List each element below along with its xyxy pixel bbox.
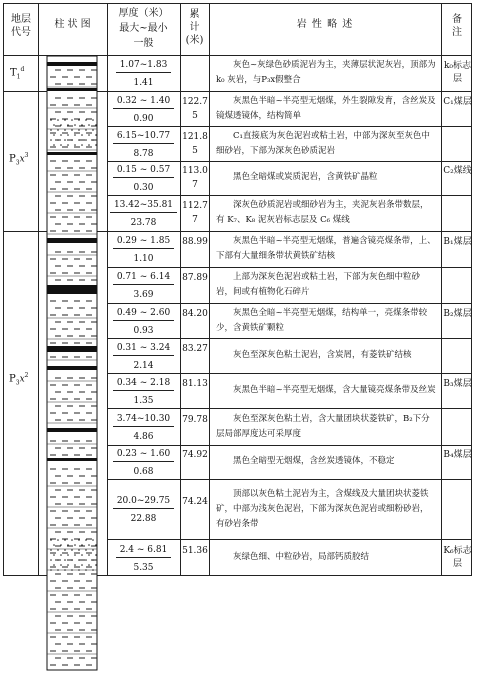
column-outline [47,56,97,670]
remark-cell: C₁煤层 [443,96,472,107]
header-cumulative-line1: 累 [189,9,200,20]
sand-dot [67,134,69,136]
sand-dot [81,544,83,546]
thickness-cell [107,59,180,90]
sand-dot [78,139,80,141]
sand-dot [81,564,83,566]
coal-seam-band [47,458,97,461]
sand-dot [50,549,52,551]
sand-dot [78,539,80,541]
thickness-typical: 0.90 [133,113,154,124]
sand-dot [92,559,94,561]
lithology-description: 灰黑色半暗~半亮型无烟煤，外生裂隙发育，含丝炭及镜煤透镜体，结构简单 [216,95,436,121]
thickness-cell [107,342,180,373]
sand-dot [67,144,69,146]
sand-dot [95,134,97,136]
lithology-description: 灰黑色半暗~半亮型无烟煤，普遍含镜亮煤条带，上、下部有大量细条带状黄铁矿结核 [216,236,436,261]
remark-cell: C₂煤线 [443,166,472,176]
coal-seam-band [47,238,97,243]
sand-dot [74,554,76,556]
column-graphic [46,0,98,676]
unit-code-letter: P [9,373,16,385]
unit-code-sup: 3 [24,152,29,159]
sand-dot [71,139,73,141]
sand-dot [88,544,90,546]
thickness-range: 2.4 ~ 6.81 [116,544,172,558]
thickness-typical: 1.35 [133,395,154,406]
row-divider [107,338,471,339]
sand-dot [57,559,59,561]
thickness-cell [107,544,180,575]
remark-cell: B₄煤层 [443,450,472,460]
sand-dot [81,124,83,126]
sand-dot [74,544,76,546]
sand-dot [78,549,80,551]
sand-dot [74,564,76,566]
header-age-code-line2: 代号 [11,27,31,38]
row-divider [107,267,471,268]
cumulative-cell: 113.07 [182,166,208,190]
thickness-typical: 2.14 [133,360,154,371]
header-cumulative [180,8,209,47]
thickness-range: 0.23 ~ 1.60 [113,448,174,462]
sand-dot [88,144,90,146]
thickness-typical: 1.10 [133,254,154,264]
thickness-cell [107,413,180,444]
sand-dot [92,539,94,541]
row-divider [107,195,471,196]
thickness-cell [107,271,180,302]
sand-dot [71,559,73,561]
header-thickness-line3: 一般 [133,38,154,49]
sand-dot [50,119,52,121]
unit-code-italic: x [19,154,25,165]
sand-dot [53,124,55,126]
sand-dot [57,139,59,141]
sand-dot [57,129,59,131]
lithology-description: 灰色~灰绿色砂质泥岩为主，夹薄层状泥灰岩，顶部为 k₀ 灰岩，与P₃x假整合 [216,60,436,85]
sand-dot [74,124,76,126]
thickness-cell [107,235,180,266]
cumulative-cell: 51.36 [182,546,208,556]
sand-dot [53,544,55,546]
thickness-cell [107,130,180,161]
unit-code-sup: d [20,66,25,73]
sand-dot [95,124,97,126]
cumulative-cell: 88.99 [182,237,208,247]
lithology-description: 顶部以灰色粘土泥岩为主，含煤线及大量团块状菱铁矿，中部为浅灰色泥岩，下部为深灰色泥岩或细粉砂岩，有砂岩条带 [216,489,429,529]
row-divider [107,303,471,304]
sand-dot [85,559,87,561]
sand-dot [60,134,62,136]
cumulative-cell: 74.24 [182,497,208,507]
sand-dot [60,124,62,126]
sand-dot [53,564,55,566]
row-divider [107,479,471,480]
sand-dot [85,139,87,141]
sand-dot [81,554,83,556]
sand-dot [71,119,73,121]
remark-cell: B₂煤层 [443,308,472,319]
sand-dot [88,564,90,566]
sand-dot [60,144,62,146]
header-cumulative-line3: (米) [185,35,204,46]
thickness-range: 0.32 ~ 1.40 [113,95,174,109]
row-divider [107,161,471,162]
cumulative-cell: 83.27 [182,343,208,354]
sand-dot [71,129,73,131]
lithology-description: 灰色至深灰色粘土岩，含大量团块状菱铁矿，B₂下分层局部厚度达可采厚度 [216,413,430,439]
coal-seam-band [47,88,97,91]
thickness-range: 0.49 ~ 2.60 [113,307,174,321]
sand-dot [67,554,69,556]
sand-dot [71,569,73,571]
sand-dot [50,569,52,571]
sand-dot [81,144,83,146]
thickness-typical: 22.88 [130,514,157,524]
remark-cell: B₁煤层 [443,237,472,247]
sand-dot [74,134,76,136]
thickness-cell [107,164,180,195]
col-divider [38,4,39,575]
header-remarks-line2: 注 [452,27,462,38]
thickness-typical: 3.69 [133,290,154,300]
sand-dot [60,554,62,556]
lithology-description: 灰色至深灰色粘土泥岩，含炭屑，有菱铁矿结核 [233,349,412,360]
sand-dot [57,119,59,121]
coal-seam-band [47,152,97,155]
sand-dot [67,544,69,546]
header-cumulative-line2: 计 [189,22,200,33]
thickness-cell [107,377,180,408]
sand-dot [85,119,87,121]
lithology-description: 灰黑色半暗~半亮型无烟煤，含大量镜亮煤条带及丝炭 [233,384,436,395]
sand-dot [67,124,69,126]
sand-dot [74,144,76,146]
sand-dot [64,569,66,571]
unit-code-sub: 3 [15,159,20,167]
thickness-range: 0.29 ~ 1.85 [113,235,174,249]
lithology-description: 黑色全暗型无烟煤，含丝炭透镜体，不稳定 [233,456,395,466]
remark-cell: K₆标志层 [443,546,472,569]
header-age-code-line1: 地层 [11,14,31,25]
header-column: 柱 状 图 [54,19,91,30]
row-divider [107,445,471,446]
unit-code-p3x3 [9,152,28,166]
sand-dot [92,569,94,571]
lithology-description: 深灰色砂质泥岩或细砂岩为主，夹泥灰岩条带数层，有 K₇、K₈ 泥灰岩标志层及 C₆ 煤线 [216,200,429,225]
header-thickness-line2: 最大~最小 [119,23,168,34]
unit-code-letter: P [9,153,16,165]
cumulative-cell: 87.89 [182,273,208,283]
sand-dot [88,554,90,556]
thickness-range: 1.07~1.83 [116,59,172,73]
sand-dot [95,554,97,556]
thickness-typical: 1.41 [133,78,154,88]
thickness-typical: 4.86 [133,431,154,442]
cumulative-cell: 81.13 [182,378,208,389]
unit-code-p3x2 [9,372,28,386]
sand-dot [78,129,80,131]
sand-dot [64,559,66,561]
lithology-description: 灰黑色全暗~半亮型无烟煤，结构单一，亮煤条带较少，含黄铁矿颗粒 [216,307,428,333]
row-divider [107,373,471,374]
thickness-typical: 5.35 [133,563,154,573]
sand-dot [85,129,87,131]
sand-dot [53,554,55,556]
thickness-cell [107,495,180,526]
thickness-cell [107,95,180,126]
sand-dot [88,124,90,126]
sand-dot [50,559,52,561]
row-divider [107,539,471,540]
remark-cell: k₀标志层 [443,61,472,84]
cumulative-cell: 74.92 [182,450,208,460]
thickness-cell [107,199,180,230]
sand-dot [57,549,59,551]
sand-dot [50,129,52,131]
sand-dot [88,134,90,136]
sand-dot [50,539,52,541]
thickness-cell [107,448,180,479]
col-divider [209,4,210,575]
header-remarks-line1: 备 [452,14,462,25]
lithology-description: C₁直接底为灰色泥岩或粘土岩，中部为深灰至灰色中细砂岩，下部为深灰色砂质泥岩 [216,130,430,156]
sand-dot [92,119,94,121]
col-divider [180,4,181,575]
thickness-range: 0.15 ~ 0.57 [113,164,174,178]
remark-cell: B₃煤层 [443,378,472,389]
thickness-typical: 0.30 [133,183,154,193]
coal-seam-band [47,62,97,66]
thickness-range: 3.74~10.30 [113,413,174,427]
sand-dot [78,559,80,561]
unit-code-italic: x [19,374,25,385]
sand-dot [95,144,97,146]
header-thickness [107,6,180,51]
thickness-typical: 23.78 [130,218,157,228]
thickness-typical: 8.78 [133,148,154,159]
row-divider [107,408,471,409]
sand-dot [64,549,66,551]
sand-dot [92,129,94,131]
thickness-range: 0.71 ~ 6.14 [113,271,174,285]
sand-dot [78,569,80,571]
sand-dot [95,564,97,566]
sand-dot [92,139,94,141]
thickness-typical: 0.68 [133,467,154,477]
row-divider [107,126,471,127]
header-lithology: 岩 性 略 述 [296,19,354,30]
thickness-range: 0.34 ~ 2.18 [113,377,174,391]
coal-seam-band [47,366,97,370]
sand-dot [60,564,62,566]
sand-dot [64,129,66,131]
sand-dot [57,539,59,541]
sand-dot [71,549,73,551]
header-thickness-line1: 厚度（米） [118,8,169,19]
lithology-description: 黑色全暗煤或炭质泥岩，含黄铁矿晶粒 [233,172,378,182]
unit-code-sub: 1 [16,73,21,81]
sand-dot [71,539,73,541]
unit-code-t1d [10,66,24,80]
sand-dot [64,139,66,141]
cumulative-cell: 121.85 [182,131,208,156]
sand-dot [60,544,62,546]
cumulative-cell: 79.78 [182,414,208,425]
sand-dot [78,119,80,121]
sand-dot [57,569,59,571]
col-divider [441,4,442,575]
thickness-range: 6.15~10.77 [113,130,174,144]
cumulative-cell: 112.77 [182,201,208,225]
header-age-code [4,13,38,39]
thickness-range: 0.31 ~ 3.24 [113,342,174,356]
header-remarks [441,13,473,39]
cumulative-cell: 84.20 [182,308,208,319]
thickness-range: 20.0~29.75 [113,495,174,509]
thickness-range: 13.42~35.81 [110,199,177,213]
sand-dot [50,139,52,141]
sand-dot [64,119,66,121]
coal-seam-band [47,428,97,432]
sand-dot [53,144,55,146]
sand-dot [92,549,94,551]
sand-dot [85,549,87,551]
sand-dot [53,134,55,136]
sand-dot [81,134,83,136]
lithology-description: 上部为深灰色泥岩或粘土岩，下部为灰色细中粒砂岩，间或有植物化石碎片 [216,272,421,297]
cumulative-cell: 122.75 [182,96,208,121]
unit-code-sub: 3 [15,379,20,387]
lithology-description: 灰绿色细、中粒砂岩，局部钙质胶结 [233,552,370,562]
sand-dot [85,539,87,541]
sand-dot [85,569,87,571]
unit-code-sup: 2 [24,372,29,379]
sand-dot [67,564,69,566]
thickness-typical: 0.93 [133,325,154,336]
stratigraphic-column [46,0,98,676]
thickness-cell [107,307,180,338]
sand-dot [64,539,66,541]
unit-code-letter: T [10,67,17,79]
sand-dot [95,544,97,546]
coal-seam-band [47,346,97,352]
coal-seam-band [47,285,97,294]
